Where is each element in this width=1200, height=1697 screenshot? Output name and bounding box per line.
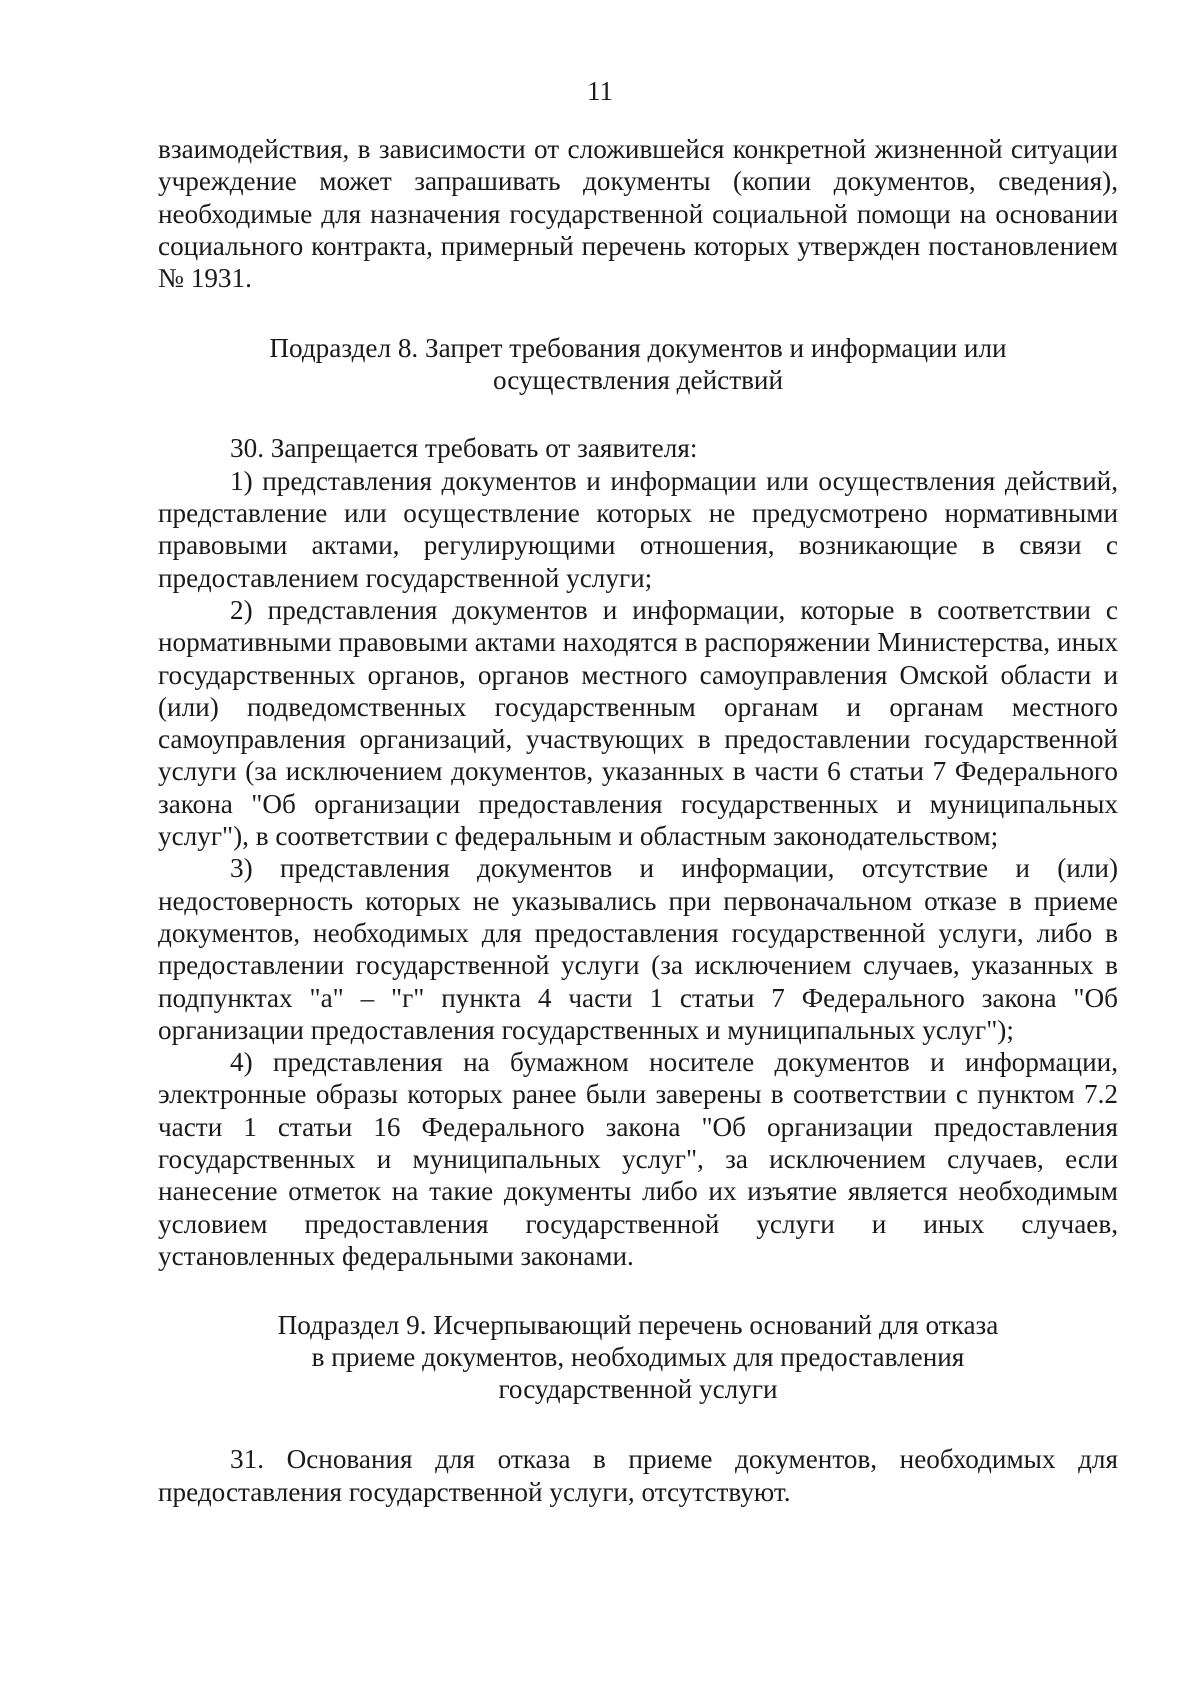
section-9-title-line-2: в приеме документов, необходимых для предоставления	[311, 1342, 965, 1373]
page-number: 11	[587, 76, 613, 106]
section-8-heading	[158, 332, 1118, 396]
section-9-heading	[158, 1309, 1118, 1405]
item-31: 31. Основания для отказа в приеме документов, необходимых для предоставления государственной услуги, отсутствуют.	[158, 1444, 1118, 1507]
intro-paragraph: взаимодействия, в зависимости от сложившейся конкретной жизненной ситуации учреждение может запрашивать документы (копии документов, сведения), необходимые для назначения государственной социальной помощи на основании социального контракта, примерный перечень которых утвержден постановлением № 1931.	[158, 134, 1118, 294]
document-body	[158, 133, 1118, 1508]
item-30-subitem-2: 2) представления документов и информации, которые в соответствии с нормативными правовыми актами находятся в распоряжении Министерства, иных государственных органов, органов местного самоуправления Омской области и (или) подведомственных государственным органам и органам местного самоуправления организаций, участвующих в предоставлении государственной услуги (за исключением документов, указанных в части 6 статьи 7 Федерального закона "Об организации предоставления государственных и муниципальных услуг"), в соответствии с федеральным и областным законодательством;	[158, 594, 1118, 852]
item-30-subitem-1: 1) представления документов и информации или осуществления действий, представление или осуществление которых не предусмотрено нормативными правовыми актами, регулирующими отношения, возникающие в связи с предоставлением государственной услуги;	[158, 465, 1118, 593]
item-30-lead: 30. Запрещается требовать от заявителя:	[230, 433, 698, 464]
section-8-title-line-1: Подраздел 8. Запрет требования документов и информации или	[269, 333, 1007, 364]
item-30-subitem-4: 4) представления на бумажном носителе документов и информации, электронные образы которых ранее были заверены в соответствии с пунктом 7.2 части 1 статьи 16 Федерального закона "Об организации предоставления государственных и муниципальных услуг", за исключением случаев, если нанесение отметок на такие документы либо их изъятие является необходимым условием предоставления государственной услуги и иных случаев, установленных федеральными законами.	[158, 1047, 1118, 1271]
section-9-title-line-1: Подраздел 9. Исчерпывающий перечень оснований для отказа	[277, 1310, 999, 1341]
section-8-title-line-2: осуществления действий	[492, 365, 784, 396]
item-30-subitem-3: 3) представления документов и информации, отсутствие и (или) недостоверность которых не указывались при первоначальном отказе в приеме документов, необходимых для предоставления государственной услуги, либо в предоставлении государственной услуги (за исключением случаев, указанных в подпунктах "а" – "г" пункта 4 части 1 статьи 7 Федерального закона "Об организации предоставления государственных и муниципальных услуг");	[158, 853, 1118, 1045]
section-9-title-line-3: государственной услуги	[498, 1374, 778, 1405]
